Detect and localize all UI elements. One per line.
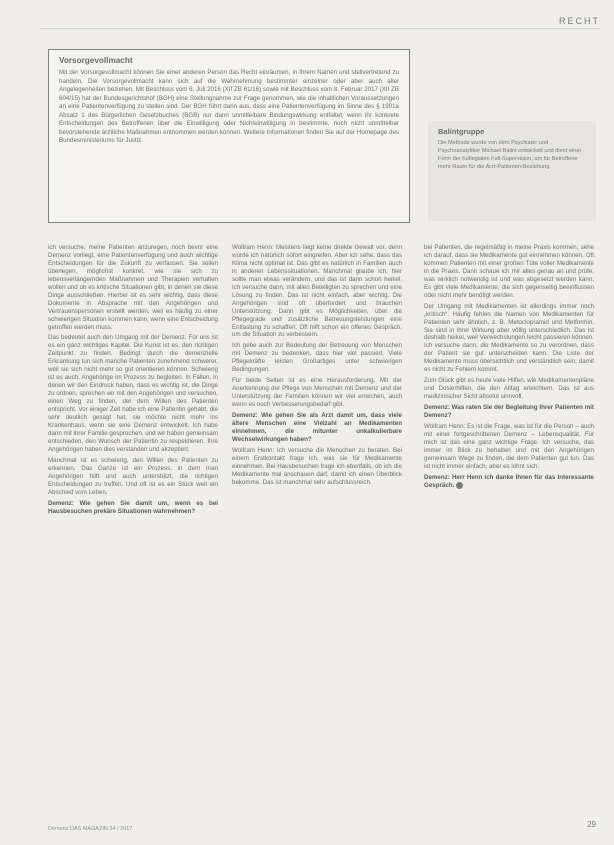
closing-line bbox=[424, 474, 594, 490]
interview-question: Demenz: Was raten Sie der Begleitung Ihrer Patienten mit Demenz? bbox=[424, 404, 594, 420]
paragraph: Ich gebe auch zur Bedeutung der Betreuung von Menschen mit Demenz zu bedenken, dass hier viel passiert. Viele Pflegekräfte leisten Großartiges unter schwierigen Bedingungen. bbox=[232, 342, 402, 374]
paragraph: Zum Glück gibt es heute viele Hilfen, wie Medikamentenpläne und Dosierhilfen, die den Alltag erleichtern. Das ist aus medizinischer Sicht absolut sinnvoll. bbox=[424, 377, 594, 401]
sidebar-box-text: Die Methode wurde von dem Psychiater und Psychoanalytiker Michael Balint entwickelt und dient einer Form der Kollegialen Fall-Supervision, um für Betroffene mehr Raum für die Arzt-Patienten-Beziehung. bbox=[438, 140, 582, 170]
paragraph: ich versuche, meine Patienten anzuregen, noch bevor eine Demenz vorliegt, eine Patientenverfügung und auch wichtige Entscheidungen für die Zukunft zu verfassen. Sie sollen überlegen, möglichst konkret, wie sie sich zu lebensverlängernden Maßnahmen und Therapien verhalten wollen und ob es kritische Situationen gibt, in denen sie diese Dinge ausschließen. Hierbei ist es sehr wichtig, dass diese Dokumente in Absprache mit den Angehörigen und Vertrauenspersonen erstellt werden, weil es häufig zu einer schwierigen Situation kommen kann, wenn eine Entscheidung getroffen werden muss. bbox=[48, 244, 218, 331]
end-mark-icon bbox=[456, 482, 463, 489]
sidebar-box-balintgruppe bbox=[428, 121, 596, 221]
info-box-vorsorgevollmacht bbox=[48, 49, 410, 223]
footer-publication: Demenz DAS MAGAZIN 34 / 2017 bbox=[48, 826, 133, 832]
section-label: RECHT bbox=[559, 16, 600, 26]
page-number: 29 bbox=[587, 820, 596, 829]
paragraph: Manchmal ist es schwierig, den Willen des Patienten zu erkennen. Das Ganze ist ein Prozess, in dem man Angehörigen hilft und auch unterstützt, die richtigen Entscheidungen zu treffen. Und oft ist es ein Stück weit ein Abschied vom Leben. bbox=[48, 456, 218, 496]
interview-question: Demenz: Wie gehen Sie damit um, wenn es bei Hausbesuchen prekäre Situationen wahrnehmen? bbox=[48, 499, 218, 515]
closing-text: Demenz: Herr Henn ich danke Ihnen für das Interessante Gespräch. bbox=[424, 473, 594, 489]
info-box-text: Mit der Vorsorgevollmacht können Sie einer anderen Person das Recht einräumen, in Ihrem Namen und stellvertretend zu handeln. Die Vorsorgevollmacht kann sich auf die Wahrnehmung bestimmter einzelner oder aber auch aller Angelegenheiten beziehen. Mit Beschluss vom 6. Juli 2016 (XII ZB 61/16) sowie mit Beschluss vom 8. Februar 2017 (XII ZB 604/15) hat der Bundesgerichtshof (BGH) eine Stellungnahme zur Frage genommen, wie die inhaltlichen Voraussetzungen an eine Patientenverfügung zu stellen sind. Der BGH führt darin aus, dass eine Patientenverfügung im Sinne des § 1901a Absatz 1 des Bürgerlichen Gesetzbuches (BGB) nur dann unmittelbare Bindungswirkung entfaltet, wenn ihr konkrete Entscheidungen des Betroffenen über die Einwilligung oder Nichteinwilligung in bestimmte, noch nicht unmittelbar bevorstehende ärztliche Maßnahmen entnommen werden können. Weitere Informationen finden Sie auf der Homepage des Bundesministeriums für Justiz. bbox=[59, 69, 399, 144]
article-column-3 bbox=[424, 244, 594, 493]
paragraph: bei Patienten, die regelmäßig in meine Praxis kommen, sehe ich darauf, dass sie Medikamente gut einnehmen können. Oft kommen Patienten mit einer großen Tüte voller Medikamente in die Praxis. Dann schaue ich mir alles genau an und prüfe, was wirklich notwendig ist und was abgesetzt werden kann. Es gibt viele Medikamente, die sich gegenseitig beeinflussen oder nicht mehr benötigt werden. bbox=[424, 244, 594, 299]
interview-answer: Wolfram Henn: Ich versuche die Menschen zu beraten. Bei einem Erstkontakt frage ich, was sie für Medikamente einnehmen. Bei Hausbesuchen frage ich ebenfalls, ob ich die Medikamente mal anschauen darf, damit ich einen Überblick bekomme. Das ist manchmal sehr aufschlussreich. bbox=[232, 446, 402, 486]
interview-answer: Wolfram Henn: Es ist die Frage, was ist für die Person – auch mit einer fortgeschrittenen Demenz – Lebensqualität. Für mich ist das eine ganz wichtige Frage. Ich versuche, das immer im Blick zu behalten und mit den Angehörigen gemeinsam Wege zu finden, die dem Patienten gut tun. Das ist nicht immer einfach, aber es lohnt sich. bbox=[424, 423, 594, 470]
paragraph: Für beide Seiten ist es eine Herausforderung. Mit der Anerkennung der Pflege von Menschen mit Demenz und der Unterstützung der Familien können wir viel erreichen, auch wenn es noch Verbesserungsbedarf gibt. bbox=[232, 377, 402, 409]
info-box-title: Vorsorgevollmacht bbox=[59, 56, 133, 65]
paragraph: Der Umgang mit Medikamenten ist allerdings immer noch „kritisch“. Häufig fehlen die Namen von Medikamenten für Patienten sehr ähnlich, z. B. Metoclopramid und Metformin. Sie sind in ihrer Wirkung aber völlig unterschiedlich. Das ist deshalb heikel, weil Verwechslungen leicht passieren können. Ich versuche dann, die Medikamente so zu verordnen, dass der Patient sie gut unterscheiden kann. Die Liste der Medikamente muss übersichtlich und verständlich sein, damit es nicht zu Fehlern kommt. bbox=[424, 302, 594, 374]
sidebar-box-title: Balintgruppe bbox=[438, 127, 485, 136]
article-column-1 bbox=[48, 244, 218, 518]
article-column-2 bbox=[232, 244, 402, 490]
interview-answer: Wolfram Henn: Meistens liegt keine direkte Gewalt vor, denn würde ich natürlich sofort eingreifen. Aber ich sehe, dass das Klima nicht optimal ist. Das gibt es natürlich in Familien auch in anderen Lebenssituationen. Manchmal glaube ich, hier sollte man etwas verändern, und das ist dann schon heikel. Ich versuche dann, mit allen Beteiligten zu sprechen und eine Lösung zu finden. Das ist nicht einfach, aber wichtig. Die Angehörigen sind oft überfordert und brauchen Unterstützung. Dann gibt es Möglichkeiten, über die Pflegegrade und zusätzliche Betreuungsleistungen eine Entlastung zu schaffen. Oft hilft schon ein offenes Gespräch, um die Situation zu verbessern. bbox=[232, 244, 402, 339]
top-rule bbox=[40, 28, 600, 29]
interview-question: Demenz: Wie gehen Sie als Arzt damit um, dass viele ältere Menschen eine Vielzahl an Medikamenten einnehmen, die mitunter unkalkulierbare Wechselwirkungen haben? bbox=[232, 412, 402, 443]
paragraph: Das bedeutet auch den Umgang mit der Demenz. Für uns ist es ein ganz wichtiges Kapitel. Die Kunst ist es, den richtigen Zeitpunkt zu finden. Bedingt durch die demenzielle Erkrankung tun sich manche Patienten zunehmend schwerer, weil sie sich nicht mehr so gut orientieren können. Schwierig ist es auch, Angehörige im Prozess zu begleiten. In Fällen, in denen wir den Eindruck haben, dass es wichtig ist, die Dinge zu ordnen, sprechen wir mit den Angehörigen und versuchen, einen Weg zu finden, der dem Willen des Patienten entspricht. Vor einiger Zeit habe ich eine Patientin gehabt, die sehr deutlich gesagt hat, sie möchte nicht mehr ins Krankenhaus, wenn sie eine Demenz entwickelt. Ich habe dann mit ihrer Familie gesprochen, und wir haben gemeinsam entschieden, den Wunsch der Patientin zu respektieren. Ihre Angehörigen haben dies verstanden und akzeptiert. bbox=[48, 334, 218, 453]
